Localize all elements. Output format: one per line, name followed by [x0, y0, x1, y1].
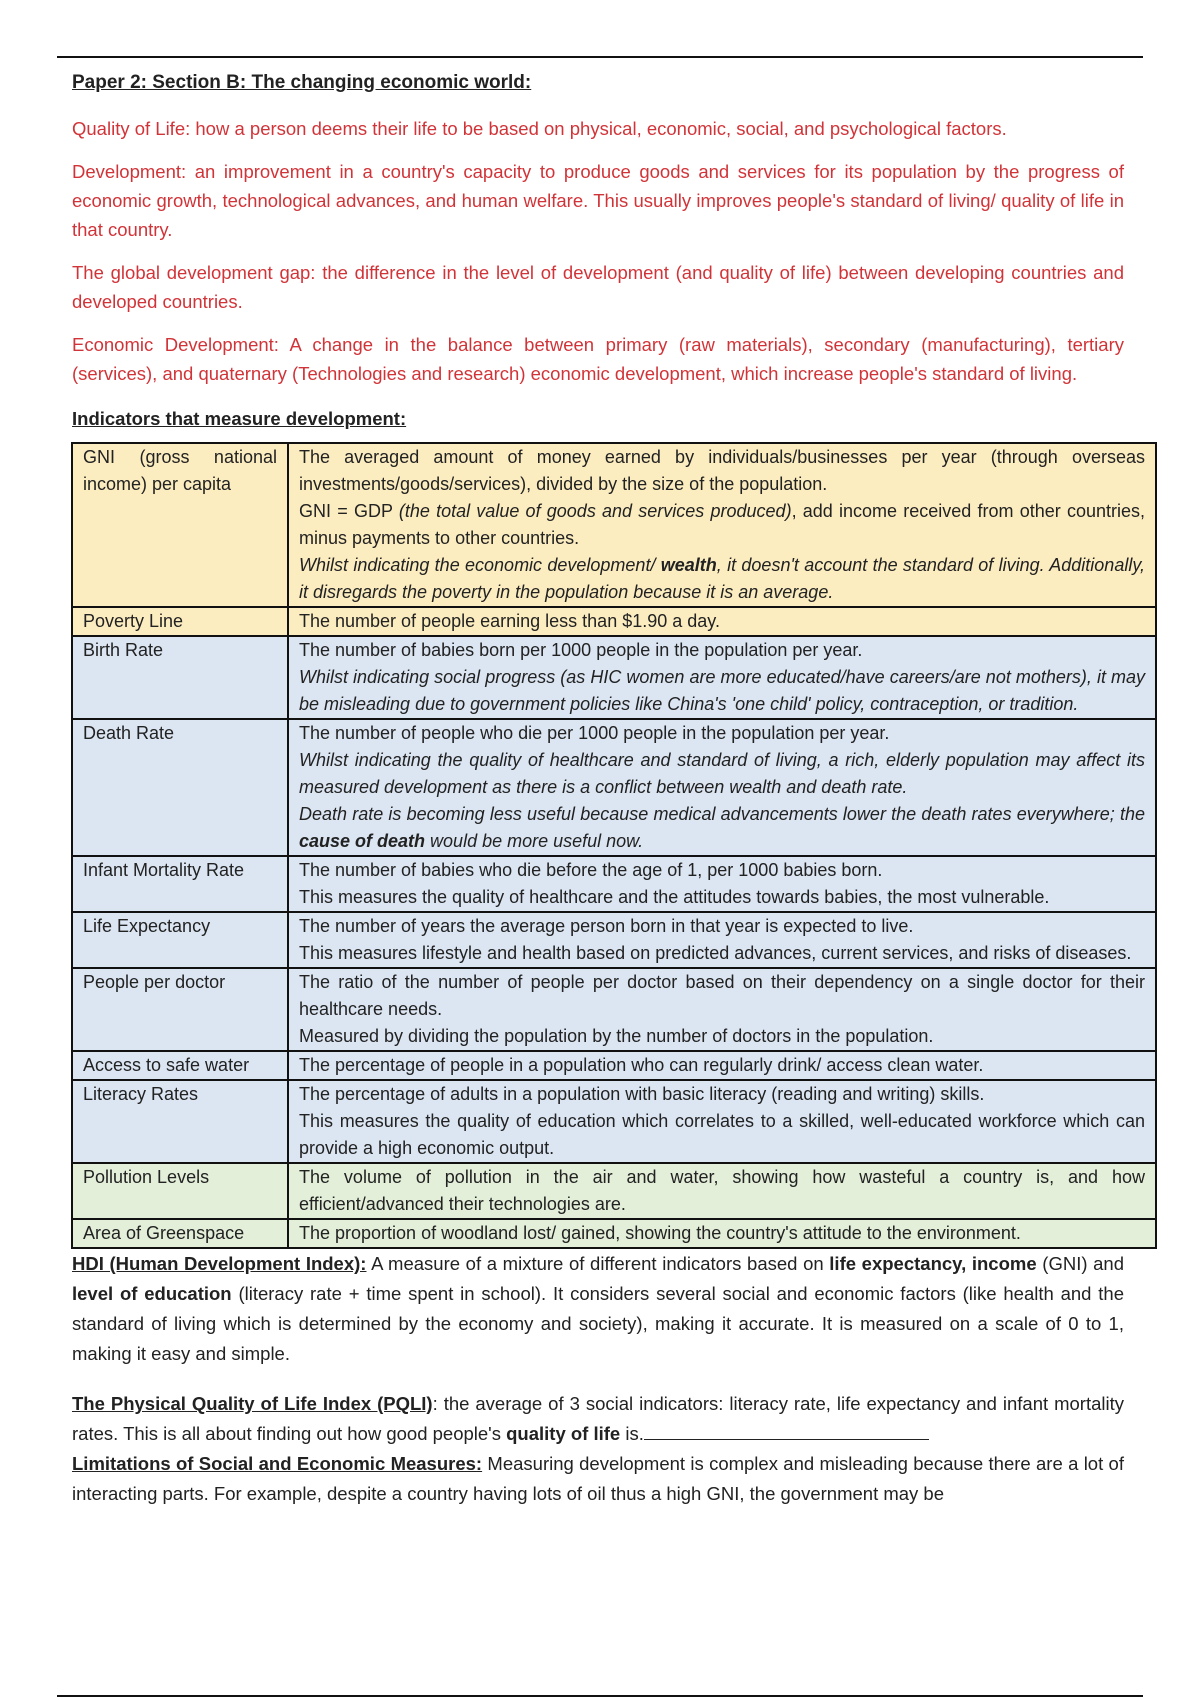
indicator-description: The number of babies born per 1000 people in the population per year. Whilst indicating social progress (as HIC women are more educated/have careers/are not mothers), it may be misleading due to government policies like China's 'one child' policy, contraception, or tradition. — [288, 636, 1156, 719]
definition-development: Development: an improvement in a country's capacity to produce goods and services for its population by the progress of economic growth, technological advances, and human welfare. This usually improves people's standard of living/ quality of life in that country. — [72, 161, 1124, 240]
indicator-name: Area of Greenspace — [72, 1219, 288, 1248]
indicator-name: Life Expectancy — [72, 912, 288, 968]
indicator-description: The percentage of adults in a population with basic literacy (reading and writing) skills. This measures the quality of education which correlates to a skilled, well-educated workforce which can provide a high economic output. — [288, 1080, 1156, 1163]
pqli-paragraph: The Physical Quality of Life Index (PQLI): the average of 3 social indicators: literacy rate, life expectancy and infant mortality rates. This is all about finding out how good people's quality of life is. — [72, 1393, 1124, 1444]
table-row — [72, 1219, 1156, 1248]
indicator-name: Pollution Levels — [72, 1163, 288, 1219]
limitations-paragraph: Limitations of Social and Economic Measures: Measuring development is complex and misleading because there are a lot of interacting parts. For example, despite a country having lots of oil thus a high GNI, the government may be — [72, 1453, 1124, 1504]
definition-economic-development: Economic Development: A change in the balance between primary (raw materials), secondary (manufacturing), tertiary (services), and quaternary (Technologies and research) economic development, which increase people's standard of living. — [72, 334, 1124, 384]
bottom-rule — [57, 1695, 1143, 1697]
indicator-name: Access to safe water — [72, 1051, 288, 1080]
indicator-description: The ratio of the number of people per doctor based on their dependency on a single doctor for their healthcare needs. Measured by dividing the population by the number of doctors in the population. — [288, 968, 1156, 1051]
table-row — [72, 856, 1156, 912]
table-row — [72, 1080, 1156, 1163]
indicator-name: Birth Rate — [72, 636, 288, 719]
definition-development-gap: The global development gap: the difference in the level of development (and quality of life) between developing countries and developed countries. — [72, 262, 1124, 312]
table-row — [72, 607, 1156, 636]
indicator-description: The volume of pollution in the air and water, showing how wasteful a country is, and how efficient/advanced their technologies are. — [288, 1163, 1156, 1219]
table-row — [72, 1051, 1156, 1080]
indicator-name: Poverty Line — [72, 607, 288, 636]
definition-quality-of-life: Quality of Life: how a person deems their life to be based on physical, economic, social, and psychological factors. — [72, 118, 1007, 139]
indicator-description: The number of years the average person born in that year is expected to live. This measures lifestyle and health based on predicted advances, current services, and risks of diseases. — [288, 912, 1156, 968]
indicator-description: The percentage of people in a population who can regularly drink/ access clean water. — [288, 1051, 1156, 1080]
indicator-name: GNI (gross national income) per capita — [72, 443, 288, 607]
table-row — [72, 719, 1156, 856]
indicator-name: Infant Mortality Rate — [72, 856, 288, 912]
indicators-table — [71, 442, 1157, 1249]
indicator-description: The number of people earning less than $1.90 a day. — [288, 607, 1156, 636]
fill-in-blank — [644, 1421, 929, 1440]
table-row — [72, 443, 1156, 607]
section-title: Paper 2: Section B: The changing economic world: — [72, 72, 532, 93]
table-row — [72, 636, 1156, 719]
table-row — [72, 912, 1156, 968]
indicator-name: Literacy Rates — [72, 1080, 288, 1163]
indicator-description: The averaged amount of money earned by individuals/businesses per year (through overseas investments/goods/services), divided by the size of the population. GNI = GDP (the total value of goods and services produced), add income received from other countries, minus payments to other countries. Whilst indicating the economic development/ wealth, it doesn't account the standard of living. Additionally, it disregards the poverty in the population because it is an average. — [288, 443, 1156, 607]
document-page — [72, 72, 1145, 1509]
indicator-name: Death Rate — [72, 719, 288, 856]
top-rule — [57, 56, 1143, 58]
table-row — [72, 968, 1156, 1051]
indicator-description: The number of babies who die before the age of 1, per 1000 babies born. This measures the quality of healthcare and the attitudes towards babies, the most vulnerable. — [288, 856, 1156, 912]
indicator-name: People per doctor — [72, 968, 288, 1051]
table-row — [72, 1163, 1156, 1219]
indicators-heading: Indicators that measure development: — [72, 408, 407, 429]
hdi-paragraph: HDI (Human Development Index): A measure of a mixture of different indicators based on life expectancy, income (GNI) and level of education (literacy rate + time spent in school). It considers several social and economic factors (like health and the standard of living which is determined by the economy and society), making it accurate. It is measured on a scale of 0 to 1, making it easy and simple. — [72, 1253, 1125, 1364]
indicator-description: The proportion of woodland lost/ gained, showing the country's attitude to the environment. — [288, 1219, 1156, 1248]
indicator-description: The number of people who die per 1000 people in the population per year. Whilst indicating the quality of healthcare and standard of living, a rich, elderly population may affect its measured development as there is a conflict between wealth and death rate. Death rate is becoming less useful because medical advancements lower the death rates everywhere; the cause of death would be more useful now. — [288, 719, 1156, 856]
